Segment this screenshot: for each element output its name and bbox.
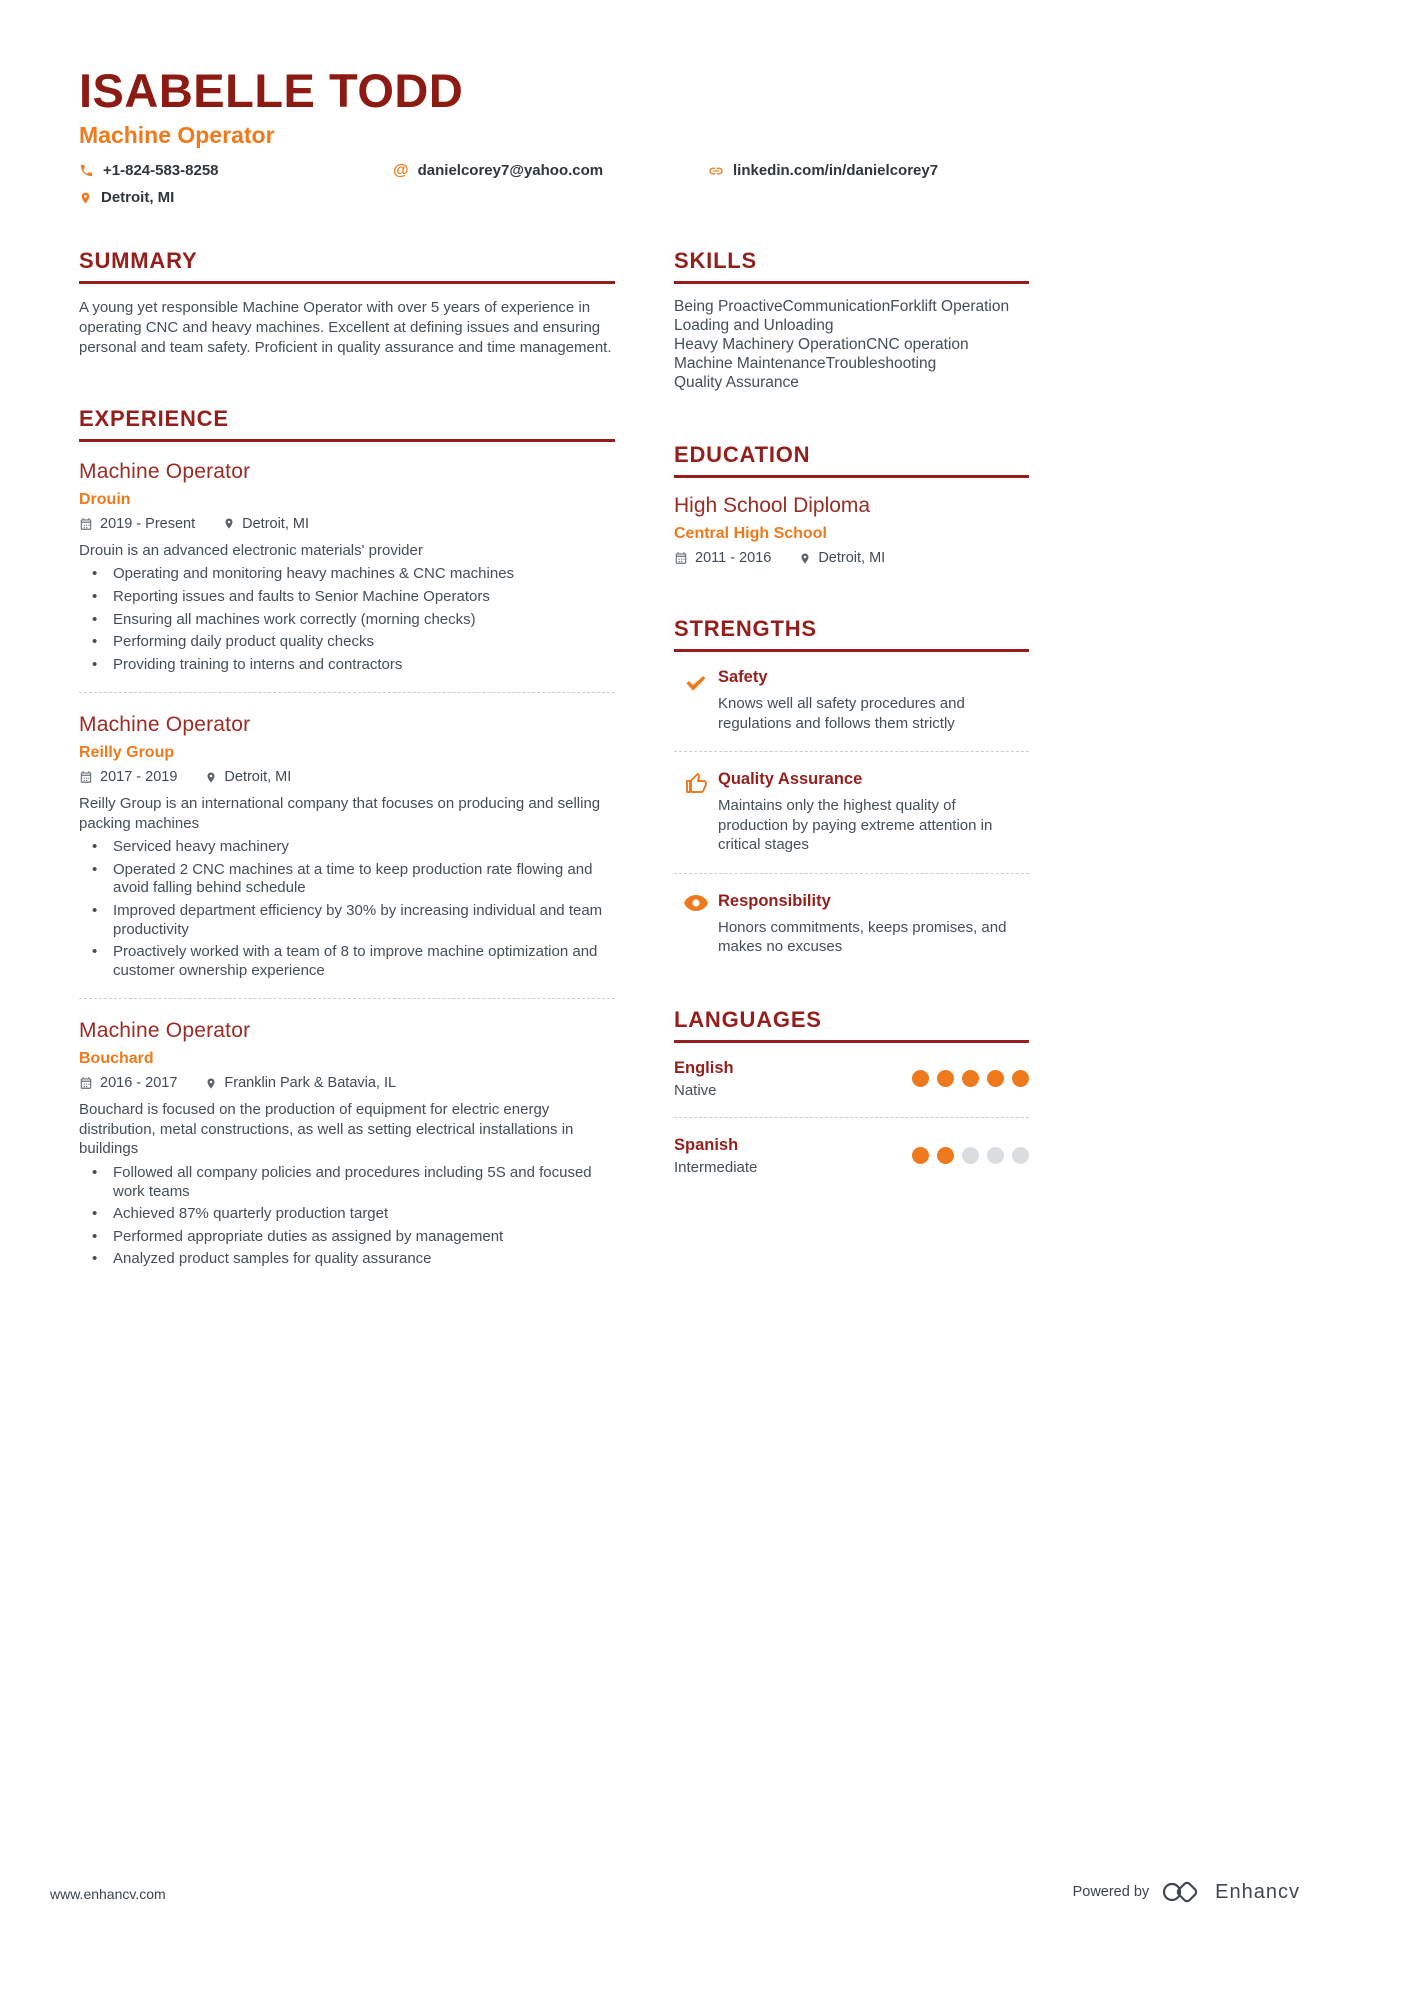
header xyxy=(79,66,1339,206)
linkedin-contact[interactable] xyxy=(708,162,1339,179)
phone-icon xyxy=(79,163,94,178)
bullet-item: • Serviced heavy machinery xyxy=(79,838,615,857)
skill-line: Heavy Machinery OperationCNC operation xyxy=(674,336,969,354)
languages-list xyxy=(674,1059,1029,1176)
job-description: Drouin is an advanced electronic materials' provider xyxy=(79,541,423,559)
strengths-section xyxy=(674,616,1029,957)
summary-text: A young yet responsible Machine Operator with over 5 years of experience in operating CNC and heavy machines. Excellent at defining issues and ensuring personal and team safety. Proficient in quality assurance and time management. xyxy=(79,299,612,356)
job-dates-text: 2019 - Present xyxy=(100,515,196,532)
job-location xyxy=(205,769,291,785)
strengths-heading: STRENGTHS xyxy=(674,616,1029,652)
summary-heading: SUMMARY xyxy=(79,248,615,284)
check-icon xyxy=(674,668,718,693)
bullet-item: • Providing training to interns and contractors xyxy=(79,656,615,675)
job-bullets xyxy=(79,838,615,980)
skill-line: Loading and Unloading xyxy=(674,317,834,335)
eye-icon xyxy=(674,892,718,913)
education-degree: High School Diploma xyxy=(674,494,871,518)
job-dates xyxy=(79,516,195,532)
proficiency-dots xyxy=(912,1147,1029,1164)
job-company: Drouin xyxy=(79,490,131,508)
phone-value: +1-824-583-8258 xyxy=(103,162,219,180)
person-name: ISABELLE TODD xyxy=(79,64,464,117)
strength-text: Knows well all safety procedures and regulations and follows them strictly xyxy=(718,695,965,732)
language-level: Native xyxy=(674,1081,717,1099)
education-location-text: Detroit, MI xyxy=(818,550,886,567)
calendar-icon xyxy=(674,551,688,565)
dot xyxy=(1012,1070,1029,1087)
email-contact[interactable] xyxy=(393,162,708,179)
language-level: Intermediate xyxy=(674,1158,758,1176)
skill-line: Quality Assurance xyxy=(674,374,799,392)
dot xyxy=(912,1070,929,1087)
at-icon: @ xyxy=(393,161,409,179)
strength-title: Quality Assurance xyxy=(718,770,863,789)
dashed-divider xyxy=(79,692,615,693)
education-school: Central High School xyxy=(674,525,827,543)
job-dates-text: 2016 - 2017 xyxy=(100,1075,178,1092)
location-pin-icon xyxy=(223,516,235,531)
job-entry xyxy=(79,442,615,674)
person-title: Machine Operator xyxy=(79,122,275,149)
powered-by-label: Powered by xyxy=(1072,1884,1150,1900)
bullet-item: • Ensuring all machines work correctly (morning checks) xyxy=(79,611,615,630)
strengths-list xyxy=(674,668,1029,957)
location-pin-icon xyxy=(205,770,217,785)
bullet-item: • Performed appropriate duties as assigned by management xyxy=(79,1228,615,1247)
contact-row xyxy=(79,162,1339,179)
bullet-item: • Achieved 87% quarterly production target xyxy=(79,1205,615,1224)
strength-title: Responsibility xyxy=(718,891,831,910)
job-dates-text: 2017 - 2019 xyxy=(100,769,178,786)
education-location xyxy=(799,550,885,566)
footer-brand[interactable] xyxy=(1073,1878,1300,1906)
strength-text: Maintains only the highest quality of production by paying extreme attention in critical stages xyxy=(718,797,993,854)
bullet-item: • Analyzed product samples for quality assurance xyxy=(79,1250,615,1269)
job-location-text: Franklin Park & Batavia, IL xyxy=(224,1075,397,1092)
proficiency-dots xyxy=(912,1070,1029,1087)
phone-contact[interactable] xyxy=(79,162,393,179)
location-contact xyxy=(79,189,393,206)
calendar-icon xyxy=(79,770,93,784)
bullet-item: • Proactively worked with a team of 8 to improve machine optimization and customer ownership experience xyxy=(79,943,615,980)
bullet-item: • Performing daily product quality checks xyxy=(79,633,615,652)
job-location xyxy=(205,1075,396,1091)
education-dates xyxy=(674,550,771,566)
job-company: Bouchard xyxy=(79,1050,154,1068)
job-dates xyxy=(79,1075,177,1091)
education-section xyxy=(674,442,1029,566)
location-value: Detroit, MI xyxy=(101,189,175,207)
bullet-item: • Improved department efficiency by 30% by increasing individual and team productivity xyxy=(79,902,615,939)
language-item xyxy=(674,1136,1029,1176)
dashed-divider xyxy=(674,873,1029,874)
languages-section xyxy=(674,1007,1029,1176)
language-name: English xyxy=(674,1058,734,1077)
job-description: Reilly Group is an international company that focuses on producing and selling packing machines xyxy=(79,795,601,832)
job-entry xyxy=(79,1001,615,1268)
job-meta xyxy=(79,516,615,532)
email-value: danielcorey7@yahoo.com xyxy=(417,162,604,180)
dot xyxy=(937,1070,954,1087)
location-pin-icon xyxy=(799,551,811,566)
skills-section xyxy=(674,248,1029,392)
link-icon xyxy=(708,163,724,179)
job-title: Machine Operator xyxy=(79,1019,251,1043)
footer-website[interactable]: www.enhancv.com xyxy=(50,1886,166,1902)
dot xyxy=(962,1070,979,1087)
brand-wordmark: Enhancv xyxy=(1215,1880,1300,1903)
job-dates xyxy=(79,769,177,785)
skills-heading: SKILLS xyxy=(674,248,1029,284)
skill-line: Being ProactiveCommunicationForklift Operation xyxy=(674,298,1010,315)
strength-item xyxy=(674,892,1029,957)
job-entry xyxy=(79,695,615,980)
job-meta xyxy=(79,1075,615,1091)
bullet-item: • Reporting issues and faults to Senior Machine Operators xyxy=(79,588,615,607)
languages-heading: LANGUAGES xyxy=(674,1007,1029,1043)
bullet-item: • Operated 2 CNC machines at a time to keep production rate flowing and avoid falling behind schedule xyxy=(79,861,615,898)
bullet-item: • Operating and monitoring heavy machines & CNC machines xyxy=(79,565,615,584)
enhancv-logo-icon xyxy=(1161,1878,1203,1906)
skill-line: Machine MaintenanceTroubleshooting xyxy=(674,355,937,373)
strength-title: Safety xyxy=(718,668,768,687)
dot xyxy=(937,1147,954,1164)
job-bullets xyxy=(79,1164,615,1269)
calendar-icon xyxy=(79,517,93,531)
right-column xyxy=(674,248,1029,1176)
dot xyxy=(987,1070,1004,1087)
job-meta xyxy=(79,769,615,785)
location-pin-icon xyxy=(205,1076,217,1091)
dashed-divider xyxy=(674,1117,1029,1118)
language-name: Spanish xyxy=(674,1135,739,1154)
job-company: Reilly Group xyxy=(79,744,175,762)
job-title: Machine Operator xyxy=(79,713,251,737)
strength-item xyxy=(674,668,1029,733)
education-heading: EDUCATION xyxy=(674,442,1029,478)
location-pin-icon xyxy=(79,190,92,206)
location-row xyxy=(79,189,1339,206)
thumb-up-icon xyxy=(674,770,718,795)
job-location-text: Detroit, MI xyxy=(242,515,309,532)
job-title: Machine Operator xyxy=(79,459,251,483)
dot xyxy=(987,1147,1004,1164)
dashed-divider xyxy=(674,751,1029,752)
summary-section xyxy=(79,248,615,358)
strength-text: Honors commitments, keeps promises, and makes no excuses xyxy=(718,918,1007,956)
education-meta xyxy=(674,550,1029,566)
linkedin-value: linkedin.com/in/danielcorey7 xyxy=(733,162,939,180)
job-bullets xyxy=(79,565,615,674)
dot xyxy=(1012,1147,1029,1164)
dot xyxy=(962,1147,979,1164)
strength-item xyxy=(674,770,1029,855)
job-location xyxy=(223,516,309,532)
dashed-divider xyxy=(79,998,615,999)
experience-heading: EXPERIENCE xyxy=(79,406,615,442)
job-location-text: Detroit, MI xyxy=(224,769,292,786)
bullet-item: • Followed all company policies and procedures including 5S and focused work teams xyxy=(79,1164,615,1201)
calendar-icon xyxy=(79,1076,93,1090)
experience-section xyxy=(79,406,615,1269)
left-column xyxy=(79,248,615,1269)
dot xyxy=(912,1147,929,1164)
education-dates-text: 2011 - 2016 xyxy=(695,550,772,567)
skills-list xyxy=(674,297,1029,392)
language-item xyxy=(674,1059,1029,1099)
job-description: Bouchard is focused on the production of equipment for electric energy distribution, metal constructions, as well as setting electrical installations in buildings xyxy=(79,1101,574,1158)
